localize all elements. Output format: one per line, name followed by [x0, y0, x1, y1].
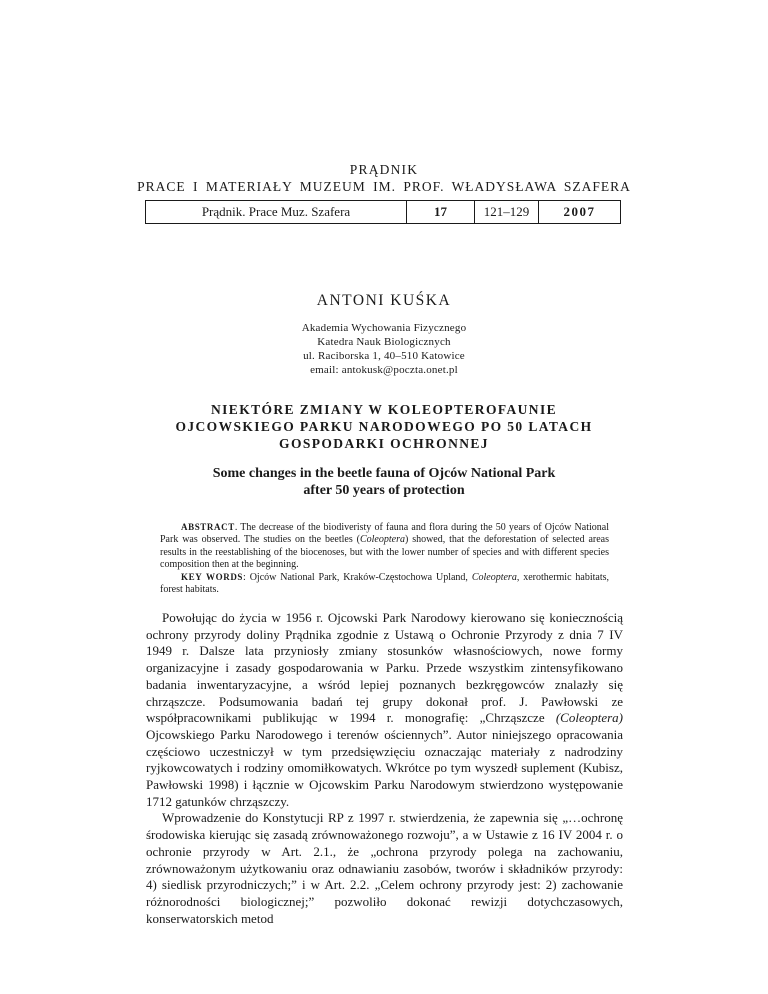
keywords-text: : Ojców National Park, Kraków-Częstochowa Upland,	[243, 572, 472, 584]
abstract-text: . The decrease of the biodiveristy of fauna and flora during the 50 years of Ojców National Park was observed. The studies on the beetles (	[160, 522, 609, 546]
affiliation-email: email: antokusk@poczta.onet.pl	[310, 364, 458, 376]
keywords-paragraph	[160, 571, 609, 597]
affiliation-line: Katedra Nauk Biologicznych	[317, 336, 451, 348]
citation-pages: 121–129	[475, 201, 539, 223]
body-text-run: Powołując do życia w 1956 r. Ojcowski Park Narodowy kierowano się koniecznością ochrony przyrody doliny Prądnika zgodnie z Ustawą o Ochronie Przyrody z dnia 7 IV 1949 r. Dalsze lata przyniosły zmiany stosunków własnościowych, nowe formy organizacyjne i zasady gospodarowania w Parku. Przede wszystkim zintensyfikowano badania inwentaryzacyjne, a wśród lepiej poznanych bezkręgowców znalazły się chrząszcze. Podsumowania badań tej grupy dokonał prof. J. Pawłowski ze współpracownikami publikując w 1994 r. monografię: „Chrząszcze	[146, 610, 623, 726]
citation-box	[145, 200, 621, 224]
affiliation-line: ul. Raciborska 1, 40–510 Katowice	[303, 350, 465, 362]
citation-journal: Prądnik. Prace Muz. Szafera	[146, 201, 407, 223]
journal-subtitle: PRACE I MATERIAŁY MUZEUM IM. PROF. WŁADYSŁAWA SZAFERA	[137, 179, 631, 194]
title-en-line: Some changes in the beetle fauna of Ojców National Park	[212, 466, 556, 481]
abstract-block	[160, 521, 609, 597]
body-paragraph-2: Wprowadzenie do Konstytucji RP z 1997 r. stwierdzenia, że zapewnia się „…ochronę środowiska kierując się zasadą zrównoważonego rozwoju”, a w Ustawie z 16 IV 2004 r. o ochronie przyrody w Art. 2.1., że „ochrona przyrody polega na zachowaniu, zrównoważonym użytkowaniu oraz odnawianiu zasobów, tworów i składników przyrody: 4) siedlisk przyrodniczych;” i w Art. 2.2. „Celem ochrony przyrody jest: 2) zachowanie różnorodności biologicznej;” pozwoliło dokonać rewizji dotychczasowych, konserwatorskich metod	[146, 810, 623, 926]
abstract-label: ABSTRACT	[181, 522, 235, 532]
body-italic-run: (Coleoptera)	[555, 710, 623, 726]
body-text	[146, 610, 623, 927]
keywords-italic: Coleoptera	[471, 572, 517, 584]
title-pl-line: GOSPODARKI OCHRONNEJ	[279, 436, 489, 451]
abstract-paragraph	[160, 521, 609, 571]
abstract-italic: Coleoptera	[359, 534, 405, 546]
title-pl-line: OJCOWSKIEGO PARKU NARODOWEGO PO 50 LATACH	[175, 419, 593, 434]
keywords-text: , xerothermic habitats, forest habitats.	[160, 572, 609, 596]
body-text-run: Ojcowskiego Parku Narodowego i terenów ościennych”. Autor niniejszego opracowania częściowo uczestniczył w tym przedsięwzięciu oznaczając materiały z nadrodziny ryjkowcowatych i rodziny omomiłkowatych. Wkrótce po tym wyszedł suplement (Kubisz, Pawłowski 1998) i łącznie w Ojcowskim Parku Narodowym stwierdzono występowanie 1712 gatunków chrząszczy.	[146, 726, 623, 809]
abstract-text: ) showed, that the deforestation of selected areas results in the reestablishing of the biocenoses, but with the lower number of species and with different species composition then at the beginning.	[160, 534, 610, 570]
keywords-label: KEY WORDS	[181, 572, 244, 583]
journal-name: PRĄDNIK	[349, 162, 419, 177]
citation-volume: 17	[407, 201, 475, 223]
affiliation-line: Akademia Wychowania Fizycznego	[301, 322, 467, 334]
title-pl-line: NIEKTÓRE ZMIANY W KOLEOPTEROFAUNIE	[210, 402, 558, 417]
author-name: ANTONI KUŚKA	[316, 292, 452, 309]
title-en-line: after 50 years of protection	[303, 483, 465, 498]
body-paragraph-1	[146, 610, 623, 810]
citation-year: 2007	[563, 204, 596, 219]
